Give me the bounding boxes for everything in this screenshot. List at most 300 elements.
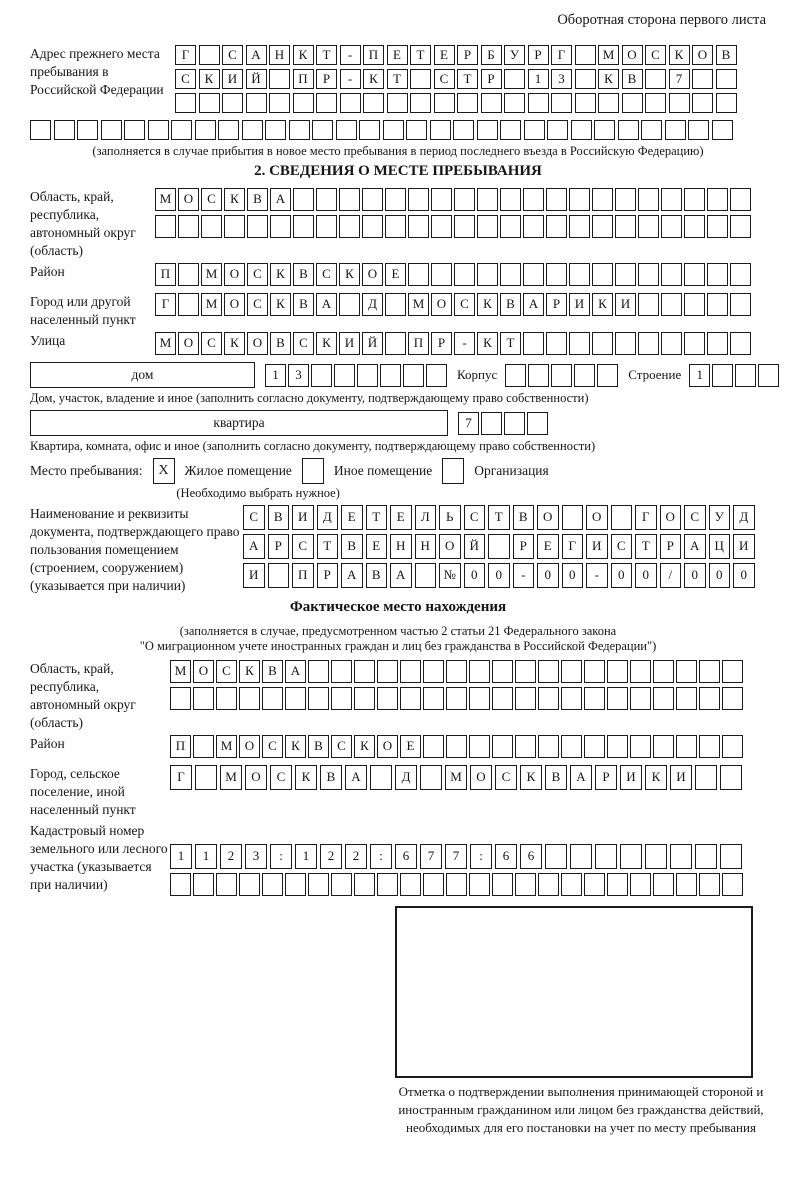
char-box [446,873,467,896]
char-box [488,534,510,559]
char-box: М [445,765,467,790]
char-box: О [431,293,452,316]
char-box [500,120,521,140]
char-box: П [155,263,176,286]
char-box: А [243,534,265,559]
char-box [562,505,584,530]
char-box [547,120,568,140]
char-box [420,765,442,790]
char-box: Т [457,69,478,89]
char-box: Р [513,534,535,559]
char-box: Н [390,534,412,559]
char-box: Т [635,534,657,559]
char-box [423,735,444,758]
char-box [575,45,596,65]
char-grid-region-row1 [155,188,766,211]
char-box [707,188,728,211]
char-box [515,873,536,896]
char-box: С [247,293,268,316]
char-grid-district [155,263,766,286]
char-box [504,93,525,113]
char-box: Е [341,505,363,530]
char-box: Л [415,505,437,530]
char-box [504,412,525,435]
char-box [354,687,375,710]
char-box [523,263,544,286]
char-box [707,332,728,355]
char-box [684,188,705,211]
char-box: О [362,263,383,286]
char-box [246,93,267,113]
char-box [707,215,728,238]
char-box [618,120,639,140]
char-box: Ь [439,505,461,530]
char-box: У [504,45,525,65]
char-box [607,687,628,710]
char-box: И [586,534,608,559]
char-box: - [340,45,361,65]
char-box: С [270,765,292,790]
section2-heading: 2. СВЕДЕНИЯ О МЕСТЕ ПРЕБЫВАНИЯ [254,163,542,179]
char-box [653,660,674,683]
char-box [216,873,237,896]
char-box: В [341,534,363,559]
char-box [638,215,659,238]
char-box: - [513,563,535,588]
char-box [408,215,429,238]
char-box: Г [551,45,572,65]
char-box [569,263,590,286]
char-grid-region-row2 [155,215,766,238]
char-box: Д [733,505,755,530]
char-box: Ц [709,534,731,559]
char-box: Р [595,765,617,790]
stamp-caption: Отметка о подтверждении выполнения принимающей стороной и иностранным гражданином или лицом без гражданства действий, необходимых для его постановки на учет по месту пребывания [398,1084,764,1135]
char-box [594,120,615,140]
actual-city-label: Город, сельское поселение, иной населенный пункт [30,766,136,817]
char-box [615,215,636,238]
char-box [216,687,237,710]
char-box: П [293,69,314,89]
char-box [546,263,567,286]
char-box [285,873,306,896]
char-box [699,660,720,683]
char-grid-street [155,332,766,355]
char-box [199,45,220,65]
char-box [546,215,567,238]
char-box [645,69,666,89]
char-box: П [292,563,314,588]
char-box: П [170,735,191,758]
char-box [661,215,682,238]
char-grid-actual-district [170,735,766,758]
char-grid-house-number [265,364,449,387]
char-box [645,93,666,113]
char-box [362,215,383,238]
field-cadastre [30,822,766,900]
char-box: 0 [464,563,486,588]
char-box [661,188,682,211]
char-grid-document-row1 [243,505,766,530]
char-box [492,660,513,683]
char-box [357,364,378,387]
char-box [331,687,352,710]
char-box: 0 [733,563,755,588]
char-box [178,293,199,316]
char-box: С [243,505,265,530]
char-box [630,660,651,683]
char-box: А [285,660,306,683]
char-box [269,93,290,113]
field-actual-city [30,765,766,819]
char-box: № [439,563,461,588]
char-box: 3 [288,364,309,387]
stay-option-organization-label: Организация [474,463,549,478]
char-box: О [178,332,199,355]
char-box: 0 [562,563,584,588]
char-box [408,263,429,286]
char-box [262,873,283,896]
char-box [653,687,674,710]
char-box: / [660,563,682,588]
char-box: А [246,45,267,65]
char-box [638,332,659,355]
char-box [454,188,475,211]
char-box: А [316,293,337,316]
char-box [477,215,498,238]
char-box [370,765,392,790]
char-box [551,364,572,387]
char-box [684,215,705,238]
char-box [676,873,697,896]
char-box [193,873,214,896]
char-box [592,215,613,238]
char-box: К [270,293,291,316]
korpus-label: Корпус [457,367,498,382]
char-box: И [222,69,243,89]
char-box [584,660,605,683]
char-box: Е [400,735,421,758]
char-grid-stroenie [689,364,781,387]
char-box: Р [660,534,682,559]
char-box: С [216,660,237,683]
char-grid-cadastre-row2 [170,873,766,896]
char-box: М [155,332,176,355]
char-box [477,120,498,140]
char-box [538,687,559,710]
char-box: Е [385,263,406,286]
char-box: 2 [320,844,342,869]
char-box: О [245,765,267,790]
char-box [400,873,421,896]
char-box: Т [410,45,431,65]
char-box: : [270,844,292,869]
char-box: А [390,563,412,588]
char-box: Г [155,293,176,316]
char-box: К [592,293,613,316]
char-box: - [586,563,608,588]
char-box [707,263,728,286]
char-box [641,120,662,140]
char-box: К [520,765,542,790]
char-box [575,69,596,89]
char-box [524,120,545,140]
char-box: О [586,505,608,530]
char-box [175,93,196,113]
char-box [669,93,690,113]
char-box [670,844,692,869]
char-box: В [366,563,388,588]
char-box [722,735,743,758]
stay-place-hint: (Необходимо выбрать нужное) [176,486,340,500]
char-box: 3 [551,69,572,89]
char-box [574,364,595,387]
char-box: Н [415,534,437,559]
char-box: Й [362,332,383,355]
char-box [354,660,375,683]
char-box [316,215,337,238]
char-box: А [570,765,592,790]
char-box: К [224,188,245,211]
char-box [222,93,243,113]
char-box [170,873,191,896]
house-row [30,362,766,388]
char-box [592,188,613,211]
char-box [504,69,525,89]
char-box [199,93,220,113]
char-box [377,660,398,683]
char-box [699,687,720,710]
char-box: О [470,765,492,790]
char-box: Р [317,563,339,588]
checkbox-residential: X [153,458,175,484]
char-box: К [669,45,690,65]
char-box: Е [366,534,388,559]
char-box [630,687,651,710]
char-box [561,873,582,896]
char-box [720,765,742,790]
char-box [730,263,751,286]
char-box: - [340,69,361,89]
char-box: 6 [495,844,517,869]
actual-location-note-line1: (заполняется в случае, предусмотренном частью 2 статьи 21 Федерального закона [179,624,617,638]
previous-address-note: (заполняется в случае прибытия в новое место пребывания в период последнего въезда в Российскую Федерацию) [92,144,704,158]
char-box [446,660,467,683]
char-box [500,263,521,286]
char-box [423,660,444,683]
char-box [492,873,513,896]
char-box: В [320,765,342,790]
field-street [30,332,766,359]
char-box: С [262,735,283,758]
stay-place-row [30,458,766,484]
char-box: К [354,735,375,758]
char-box [584,873,605,896]
char-box [431,263,452,286]
char-box [380,364,401,387]
char-box [308,660,329,683]
char-box [661,332,682,355]
char-grid-document-row2 [243,534,766,559]
char-box [638,188,659,211]
char-box: К [295,765,317,790]
char-box: К [224,332,245,355]
char-box: И [339,332,360,355]
char-box [688,120,709,140]
house-field-box: дом [30,362,255,388]
char-box [735,364,756,387]
char-box [155,215,176,238]
char-grid-korpus [505,364,620,387]
char-box [523,188,544,211]
char-box: 1 [195,844,217,869]
char-box [481,412,502,435]
char-box [331,873,352,896]
char-box: 1 [528,69,549,89]
char-box: М [170,660,191,683]
char-box [101,120,122,140]
char-box: Г [175,45,196,65]
char-box: Т [316,45,337,65]
char-box [661,293,682,316]
char-box [492,687,513,710]
char-box: С [434,69,455,89]
char-box [730,332,751,355]
region-rows [155,188,766,242]
char-box [403,364,424,387]
char-box [538,735,559,758]
char-box: М [598,45,619,65]
char-box: - [454,332,475,355]
char-box: О [537,505,559,530]
char-box [218,120,239,140]
char-box [492,735,513,758]
char-box: М [220,765,242,790]
char-box [193,735,214,758]
char-box [316,93,337,113]
char-box: А [345,765,367,790]
char-box [505,364,526,387]
char-box [363,93,384,113]
char-grid-actual-region-row1 [170,660,766,683]
char-box: К [270,263,291,286]
char-box: 0 [537,563,559,588]
char-box [538,873,559,896]
char-box [385,215,406,238]
char-box [615,332,636,355]
char-box: М [201,293,222,316]
checkbox-organization [442,458,464,484]
char-box [340,93,361,113]
char-box: С [331,735,352,758]
char-box: Т [366,505,388,530]
char-box: П [363,45,384,65]
char-box [469,735,490,758]
char-box: И [243,563,265,588]
char-box: 7 [458,412,479,435]
char-box [408,188,429,211]
field-previous-address [30,45,766,117]
char-box: О [692,45,713,65]
char-box: С [293,332,314,355]
char-box [247,215,268,238]
char-box: И [569,293,590,316]
char-box [592,332,613,355]
char-box: 3 [245,844,267,869]
char-box: К [293,45,314,65]
char-box: И [733,534,755,559]
char-box: 0 [611,563,633,588]
char-box [716,69,737,89]
char-box: Р [481,69,502,89]
char-box [538,660,559,683]
char-box: К [363,69,384,89]
char-box [453,120,474,140]
char-box [645,844,667,869]
char-box [481,93,502,113]
char-box [265,120,286,140]
char-box: В [247,188,268,211]
char-box [385,293,406,316]
char-box: О [660,505,682,530]
street-label: Улица [30,333,66,348]
char-box [354,873,375,896]
char-box: М [216,735,237,758]
char-box [584,735,605,758]
char-box [598,93,619,113]
char-box [684,332,705,355]
char-box [638,263,659,286]
stay-place-label: Место пребывания: [30,463,143,478]
char-box [359,120,380,140]
char-box [385,332,406,355]
char-box [148,120,169,140]
char-box: П [408,332,429,355]
char-box: 1 [689,364,710,387]
char-box: Д [362,293,383,316]
apartment-row [30,410,766,436]
char-box: М [155,188,176,211]
char-box [201,215,222,238]
char-box [469,687,490,710]
document-label: Наименование и реквизиты документа, подтверждающего право пользования помещением (строением, сооружением) (указывается при наличии) [30,506,240,593]
char-box [611,505,633,530]
char-box: Е [434,45,455,65]
char-box: О [224,293,245,316]
char-box: Д [395,765,417,790]
char-box [615,263,636,286]
char-box [477,188,498,211]
char-box: В [513,505,535,530]
char-box [546,332,567,355]
char-box [500,188,521,211]
char-box: Й [246,69,267,89]
char-box [684,293,705,316]
char-box: Е [537,534,559,559]
char-box [477,263,498,286]
char-box [454,215,475,238]
char-box [546,188,567,211]
char-box [385,188,406,211]
char-box [615,188,636,211]
char-box [270,215,291,238]
char-box [410,69,431,89]
char-box [377,687,398,710]
char-box: : [470,844,492,869]
char-box: К [199,69,220,89]
char-box [561,687,582,710]
char-box [607,735,628,758]
